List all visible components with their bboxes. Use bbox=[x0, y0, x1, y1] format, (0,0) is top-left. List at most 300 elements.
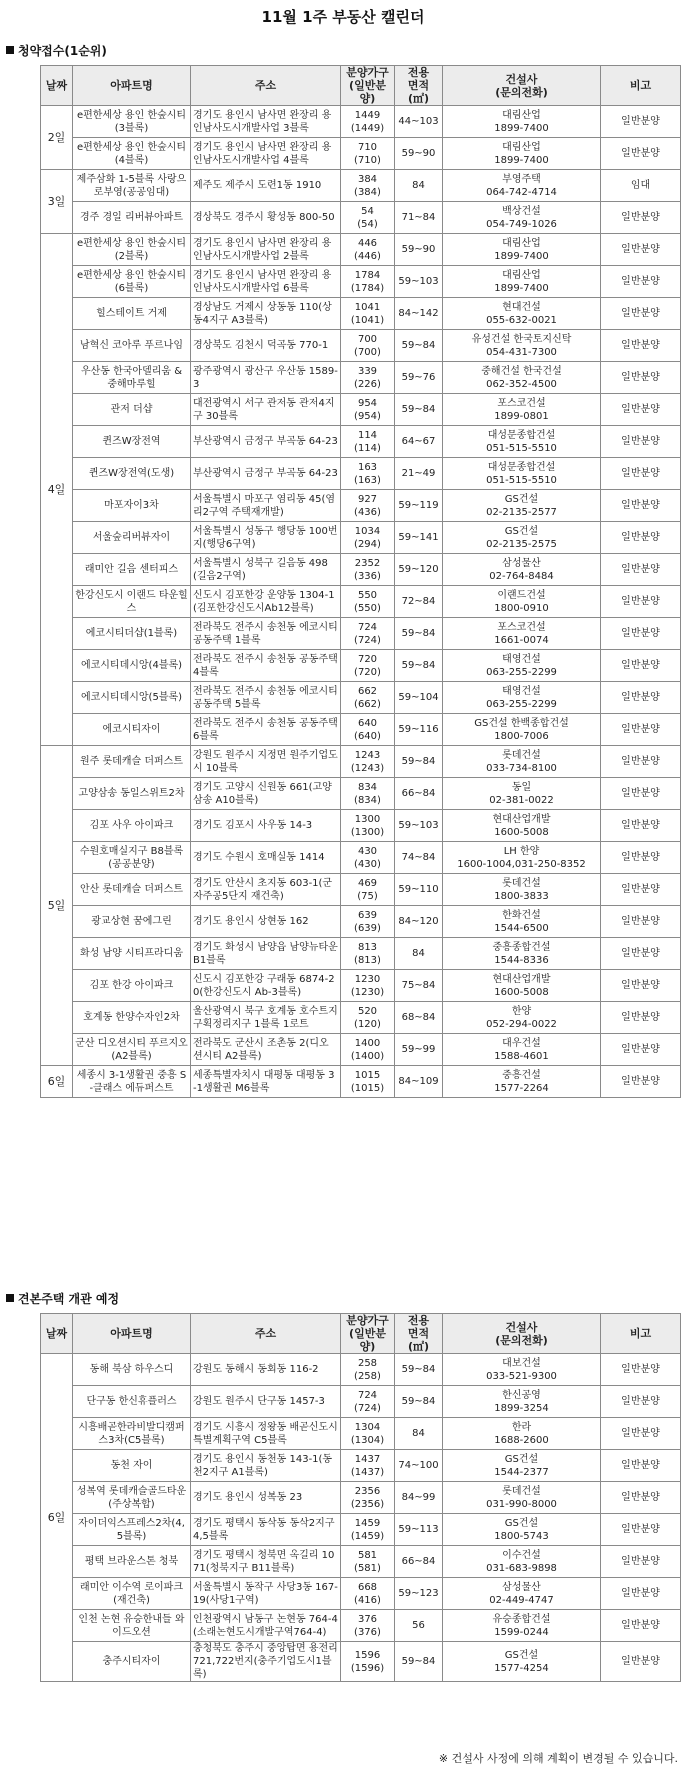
table-row bbox=[41, 170, 681, 202]
section-heading-subscription bbox=[6, 42, 107, 59]
units-cell: 581 (581) bbox=[341, 1546, 395, 1578]
column-header: 주소 bbox=[191, 66, 341, 106]
area-cell: 21~49 bbox=[395, 458, 443, 490]
note-cell: 일반분양 bbox=[601, 106, 681, 138]
units-cell: 1041 (1041) bbox=[341, 298, 395, 330]
page-title: 11월 1주 부동산 캘린더 bbox=[261, 8, 425, 26]
column-header: 아파트명 bbox=[73, 66, 191, 106]
area-cell: 59~76 bbox=[395, 362, 443, 394]
date-cell: 2일 bbox=[41, 106, 73, 170]
units-cell: 1243 (1243) bbox=[341, 746, 395, 778]
area-cell: 74~100 bbox=[395, 1450, 443, 1482]
note-cell: 일반분양 bbox=[601, 586, 681, 618]
builder-cell: 삼성물산 02-764-8484 bbox=[443, 554, 601, 586]
address-cell: 인천광역시 남동구 논현동 764-4(소래논현도시개발구역764-4) bbox=[191, 1610, 341, 1642]
apartment-name-cell: 제주삼화 1-5블록 사랑으로부영(공공임대) bbox=[73, 170, 191, 202]
address-cell: 경기도 김포시 사우동 14-3 bbox=[191, 810, 341, 842]
builder-cell: 포스코건설 1899-0801 bbox=[443, 394, 601, 426]
area-cell: 59~116 bbox=[395, 714, 443, 746]
address-cell: 서울특별시 마포구 염리동 45(염리2구역 주택재개발) bbox=[191, 490, 341, 522]
table-row bbox=[41, 778, 681, 810]
address-cell: 경기도 용인시 남사면 완장리 용인남사도시개발사업 3블록 bbox=[191, 106, 341, 138]
apartment-name-cell: e편한세상 용인 한숲시티(3블록) bbox=[73, 106, 191, 138]
note-cell: 일반분양 bbox=[601, 522, 681, 554]
address-cell: 전라북도 군산시 조촌동 2(디오션시티 A2블록) bbox=[191, 1034, 341, 1066]
area-cell: 59~90 bbox=[395, 138, 443, 170]
units-cell: 834 (834) bbox=[341, 778, 395, 810]
table-row bbox=[41, 394, 681, 426]
builder-cell: 대림산업 1899-7400 bbox=[443, 234, 601, 266]
table-row bbox=[41, 426, 681, 458]
apartment-name-cell: 서울숲리버뷰자이 bbox=[73, 522, 191, 554]
area-cell: 44~103 bbox=[395, 106, 443, 138]
builder-cell: 롯데건설 033-734-8100 bbox=[443, 746, 601, 778]
builder-cell: 한라 1688-2600 bbox=[443, 1418, 601, 1450]
apartment-name-cell: e편한세상 용인 한숲시티(6블록) bbox=[73, 266, 191, 298]
address-cell: 경기도 평택시 동삭동 동삭2지구 4,5블록 bbox=[191, 1514, 341, 1546]
area-cell: 74~84 bbox=[395, 842, 443, 874]
builder-cell: 포스코건설 1661-0074 bbox=[443, 618, 601, 650]
address-cell: 경기도 화성시 남양읍 남양뉴타운 B1블록 bbox=[191, 938, 341, 970]
address-cell: 전라북도 전주시 송천동 에코시티 공동주택 1블록 bbox=[191, 618, 341, 650]
apartment-name-cell: 에코시티더샵(1블록) bbox=[73, 618, 191, 650]
builder-cell: GS건설 1800-5743 bbox=[443, 1514, 601, 1546]
table-row bbox=[41, 330, 681, 362]
table-row bbox=[41, 810, 681, 842]
builder-cell: 이수건설 031-683-9898 bbox=[443, 1546, 601, 1578]
apartment-name-cell: 호계동 한양수자인2차 bbox=[73, 1002, 191, 1034]
note-cell: 일반분양 bbox=[601, 714, 681, 746]
apartment-name-cell: 마포자이3차 bbox=[73, 490, 191, 522]
apartment-name-cell: 관저 더샵 bbox=[73, 394, 191, 426]
apartment-name-cell: 평택 브라운스톤 청북 bbox=[73, 1546, 191, 1578]
area-cell: 68~84 bbox=[395, 1002, 443, 1034]
apartment-name-cell: e편한세상 용인 한숲시티(2블록) bbox=[73, 234, 191, 266]
units-cell: 710 (710) bbox=[341, 138, 395, 170]
builder-cell: 태영건설 063-255-2299 bbox=[443, 682, 601, 714]
address-cell: 부산광역시 금정구 부곡동 64-23 bbox=[191, 426, 341, 458]
table-row bbox=[41, 458, 681, 490]
note-cell: 일반분양 bbox=[601, 1578, 681, 1610]
area-cell: 84~120 bbox=[395, 906, 443, 938]
address-cell: 대전광역시 서구 관저동 관저4지구 30블록 bbox=[191, 394, 341, 426]
address-cell: 광주광역시 광산구 우산동 1589-3 bbox=[191, 362, 341, 394]
builder-cell: 대보건설 033-521-9300 bbox=[443, 1354, 601, 1386]
units-cell: 258 (258) bbox=[341, 1354, 395, 1386]
column-header: 전용 면적 (㎡) bbox=[395, 66, 443, 106]
apartment-name-cell: e편한세상 용인 한숲시티(4블록) bbox=[73, 138, 191, 170]
builder-cell: 현대산업개발 1600-5008 bbox=[443, 970, 601, 1002]
section-heading-text: 견본주택 개관 예정 bbox=[18, 1292, 120, 1306]
apartment-name-cell: 인천 논현 유승한내들 와이드오션 bbox=[73, 1610, 191, 1642]
area-cell: 59~103 bbox=[395, 810, 443, 842]
address-cell: 강원도 동해시 동회동 116-2 bbox=[191, 1354, 341, 1386]
note-cell: 일반분양 bbox=[601, 330, 681, 362]
table-row bbox=[41, 1610, 681, 1642]
units-cell: 813 (813) bbox=[341, 938, 395, 970]
table-row bbox=[41, 618, 681, 650]
area-cell: 75~84 bbox=[395, 970, 443, 1002]
area-cell: 56 bbox=[395, 1610, 443, 1642]
address-cell: 전라북도 전주시 송천동 공동주택 6블록 bbox=[191, 714, 341, 746]
apartment-name-cell: 경주 경일 리버뷰아파트 bbox=[73, 202, 191, 234]
units-cell: 384 (384) bbox=[341, 170, 395, 202]
builder-cell: GS건설 02-2135-2577 bbox=[443, 490, 601, 522]
apartment-name-cell: 원주 롯데캐슬 더퍼스트 bbox=[73, 746, 191, 778]
address-cell: 강원도 원주시 단구동 1457-3 bbox=[191, 1386, 341, 1418]
builder-cell: 삼성물산 02-449-4747 bbox=[443, 1578, 601, 1610]
area-cell: 71~84 bbox=[395, 202, 443, 234]
note-cell: 일반분양 bbox=[601, 426, 681, 458]
apartment-name-cell: 자이더익스프레스2차(4,5블록) bbox=[73, 1514, 191, 1546]
area-cell: 59~84 bbox=[395, 650, 443, 682]
table-row bbox=[41, 746, 681, 778]
apartment-name-cell: 세종시 3-1생활권 중흥 S-클래스 에듀퍼스트 bbox=[73, 1066, 191, 1098]
address-cell: 경기도 용인시 남사면 완장리 용인남사도시개발사업 4블록 bbox=[191, 138, 341, 170]
column-header: 비고 bbox=[601, 66, 681, 106]
apartment-name-cell: 군산 디오션시티 푸르지오(A2블록) bbox=[73, 1034, 191, 1066]
note-cell: 일반분양 bbox=[601, 1514, 681, 1546]
builder-cell: 현대건설 055-632-0021 bbox=[443, 298, 601, 330]
table-row bbox=[41, 586, 681, 618]
apartment-name-cell: 김포 사우 아이파크 bbox=[73, 810, 191, 842]
header-row bbox=[41, 1314, 681, 1354]
apartment-name-cell: 한강신도시 이랜드 타운힐스 bbox=[73, 586, 191, 618]
apartment-name-cell: 수원호매실지구 B8블록(공공분양) bbox=[73, 842, 191, 874]
address-cell: 울산광역시 북구 호계동 호수트지구획정리지구 1블록 1로트 bbox=[191, 1002, 341, 1034]
column-header: 건설사 (문의전화) bbox=[443, 1314, 601, 1354]
builder-cell: 중흥건설 1577-2264 bbox=[443, 1066, 601, 1098]
area-cell: 59~84 bbox=[395, 1642, 443, 1682]
table-row bbox=[41, 714, 681, 746]
builder-cell: 대림산업 1899-7400 bbox=[443, 266, 601, 298]
units-cell: 1034 (294) bbox=[341, 522, 395, 554]
table-row bbox=[41, 1450, 681, 1482]
address-cell: 경기도 수원시 호매실동 1414 bbox=[191, 842, 341, 874]
square-bullet-icon bbox=[6, 46, 14, 54]
section-heading-text: 청약접수(1순위) bbox=[18, 44, 107, 58]
address-cell: 서울특별시 성북구 길음동 498(길음2구역) bbox=[191, 554, 341, 586]
apartment-name-cell: 화성 남양 시티프라디움 bbox=[73, 938, 191, 970]
column-header: 날짜 bbox=[41, 66, 73, 106]
apartment-name-cell: 에코시티데시앙(5블록) bbox=[73, 682, 191, 714]
area-cell: 84~99 bbox=[395, 1482, 443, 1514]
apartment-name-cell: 시흥배곧한라비발디캠퍼스3차(C5블록) bbox=[73, 1418, 191, 1450]
note-cell: 임대 bbox=[601, 170, 681, 202]
header-row bbox=[41, 66, 681, 106]
builder-cell: 중흥종합건설 1544-8336 bbox=[443, 938, 601, 970]
apartment-name-cell: 힐스테이트 거제 bbox=[73, 298, 191, 330]
address-cell: 경기도 용인시 동천동 143-1(동천2지구 A1블록) bbox=[191, 1450, 341, 1482]
units-cell: 1437 (1437) bbox=[341, 1450, 395, 1482]
note-cell: 일반분양 bbox=[601, 1450, 681, 1482]
units-cell: 430 (430) bbox=[341, 842, 395, 874]
address-cell: 전라북도 전주시 송천동 에코시티 공동주택 5블록 bbox=[191, 682, 341, 714]
address-cell: 부산광역시 금정구 부곡동 64-23 bbox=[191, 458, 341, 490]
table-row bbox=[41, 682, 681, 714]
builder-cell: 현대산업개발 1600-5008 bbox=[443, 810, 601, 842]
address-cell: 경상북도 경주시 황성동 800-50 bbox=[191, 202, 341, 234]
date-cell: 6일 bbox=[41, 1066, 73, 1098]
builder-cell: 부영주택 064-742-4714 bbox=[443, 170, 601, 202]
address-cell: 경기도 고양시 신원동 661(고양삼송 A10블록) bbox=[191, 778, 341, 810]
units-cell: 114 (114) bbox=[341, 426, 395, 458]
table-row bbox=[41, 874, 681, 906]
area-cell: 59~141 bbox=[395, 522, 443, 554]
area-cell: 84 bbox=[395, 170, 443, 202]
area-cell: 59~84 bbox=[395, 1354, 443, 1386]
units-cell: 520 (120) bbox=[341, 1002, 395, 1034]
note-cell: 일반분양 bbox=[601, 234, 681, 266]
note-cell: 일반분양 bbox=[601, 650, 681, 682]
apartment-name-cell: 동천 자이 bbox=[73, 1450, 191, 1482]
units-cell: 446 (446) bbox=[341, 234, 395, 266]
builder-cell: 태영건설 063-255-2299 bbox=[443, 650, 601, 682]
area-cell: 64~67 bbox=[395, 426, 443, 458]
note-cell: 일반분양 bbox=[601, 1546, 681, 1578]
units-cell: 1400 (1400) bbox=[341, 1034, 395, 1066]
table-row bbox=[41, 1002, 681, 1034]
address-cell: 경기도 용인시 남사면 완장리 용인남사도시개발사업 6블록 bbox=[191, 266, 341, 298]
units-cell: 1459 (1459) bbox=[341, 1514, 395, 1546]
area-cell: 59~84 bbox=[395, 394, 443, 426]
note-cell: 일반분양 bbox=[601, 938, 681, 970]
table-row bbox=[41, 938, 681, 970]
subscription-table bbox=[40, 65, 681, 1098]
square-bullet-icon bbox=[6, 1294, 14, 1302]
units-cell: 1784 (1784) bbox=[341, 266, 395, 298]
model-house-table bbox=[40, 1313, 681, 1682]
units-cell: 1015 (1015) bbox=[341, 1066, 395, 1098]
apartment-name-cell: 퀸즈W장전역 bbox=[73, 426, 191, 458]
address-cell: 경기도 용인시 남사면 완장리 용인남사도시개발사업 2블록 bbox=[191, 234, 341, 266]
note-cell: 일반분양 bbox=[601, 682, 681, 714]
area-cell: 59~90 bbox=[395, 234, 443, 266]
area-cell: 59~84 bbox=[395, 746, 443, 778]
date-cell: 3일 bbox=[41, 170, 73, 234]
units-cell: 724 (724) bbox=[341, 618, 395, 650]
note-cell: 일반분양 bbox=[601, 874, 681, 906]
apartment-name-cell: 우산동 한국아델리움 & 중해마루힐 bbox=[73, 362, 191, 394]
column-header: 비고 bbox=[601, 1314, 681, 1354]
builder-cell: 동일 02-381-0022 bbox=[443, 778, 601, 810]
units-cell: 1304 (1304) bbox=[341, 1418, 395, 1450]
builder-cell: 대성문종합건설 051-515-5510 bbox=[443, 458, 601, 490]
note-cell: 일반분양 bbox=[601, 1066, 681, 1098]
builder-cell: GS건설 02-2135-2575 bbox=[443, 522, 601, 554]
table-row bbox=[41, 234, 681, 266]
note-cell: 일반분양 bbox=[601, 778, 681, 810]
units-cell: 1230 (1230) bbox=[341, 970, 395, 1002]
apartment-name-cell: 에코시티자이 bbox=[73, 714, 191, 746]
table-row bbox=[41, 1482, 681, 1514]
builder-cell: 롯데건설 1800-3833 bbox=[443, 874, 601, 906]
note-cell: 일반분양 bbox=[601, 1610, 681, 1642]
builder-cell: 한신공영 1899-3254 bbox=[443, 1386, 601, 1418]
address-cell: 경기도 시흥시 정왕동 배곧신도시 특별계획구역 C5블록 bbox=[191, 1418, 341, 1450]
address-cell: 제주도 제주시 도련1동 1910 bbox=[191, 170, 341, 202]
units-cell: 1300 (1300) bbox=[341, 810, 395, 842]
address-cell: 충청북도 충주시 중앙탑면 용전리 721,722번지(충주기업도시1블록) bbox=[191, 1642, 341, 1682]
table-row bbox=[41, 970, 681, 1002]
note-cell: 일반분양 bbox=[601, 394, 681, 426]
note-cell: 일반분양 bbox=[601, 1642, 681, 1682]
note-cell: 일반분양 bbox=[601, 906, 681, 938]
apartment-name-cell: 김포 한강 아이파크 bbox=[73, 970, 191, 1002]
apartment-name-cell: 퀸즈W장전역(도생) bbox=[73, 458, 191, 490]
units-cell: 376 (376) bbox=[341, 1610, 395, 1642]
builder-cell: 유승종합건설 1599-0244 bbox=[443, 1610, 601, 1642]
units-cell: 724 (724) bbox=[341, 1386, 395, 1418]
address-cell: 경기도 용인시 성복동 23 bbox=[191, 1482, 341, 1514]
address-cell: 신도시 김포한강 구래동 6874-20(한강신도시 Ab-3블록) bbox=[191, 970, 341, 1002]
table-row bbox=[41, 1354, 681, 1386]
column-header: 전용 면적 (㎡) bbox=[395, 1314, 443, 1354]
note-cell: 일반분양 bbox=[601, 810, 681, 842]
table-row bbox=[41, 202, 681, 234]
note-cell: 일반분양 bbox=[601, 1034, 681, 1066]
address-cell: 경상북도 김천시 덕곡동 770-1 bbox=[191, 330, 341, 362]
units-cell: 927 (436) bbox=[341, 490, 395, 522]
note-cell: 일반분양 bbox=[601, 266, 681, 298]
apartment-name-cell: 동해 북삼 하우스디 bbox=[73, 1354, 191, 1386]
note-cell: 일반분양 bbox=[601, 138, 681, 170]
units-cell: 1596 (1596) bbox=[341, 1642, 395, 1682]
table-row bbox=[41, 842, 681, 874]
builder-cell: 한화건설 1544-6500 bbox=[443, 906, 601, 938]
address-cell: 서울특별시 동작구 사당3동 167-19(사당1구역) bbox=[191, 1578, 341, 1610]
area-cell: 84 bbox=[395, 1418, 443, 1450]
area-cell: 59~84 bbox=[395, 1386, 443, 1418]
note-cell: 일반분양 bbox=[601, 458, 681, 490]
units-cell: 720 (720) bbox=[341, 650, 395, 682]
builder-cell: 대림산업 1899-7400 bbox=[443, 106, 601, 138]
address-cell: 경기도 용인시 상현동 162 bbox=[191, 906, 341, 938]
note-cell: 일반분양 bbox=[601, 1386, 681, 1418]
area-cell: 59~103 bbox=[395, 266, 443, 298]
units-cell: 1449 (1449) bbox=[341, 106, 395, 138]
note-cell: 일반분양 bbox=[601, 298, 681, 330]
note-cell: 일반분양 bbox=[601, 1354, 681, 1386]
units-cell: 550 (550) bbox=[341, 586, 395, 618]
builder-cell: 대성문종합건설 051-515-5510 bbox=[443, 426, 601, 458]
area-cell: 59~119 bbox=[395, 490, 443, 522]
date-cell: 5일 bbox=[41, 746, 73, 1066]
table-row bbox=[41, 266, 681, 298]
units-cell: 668 (416) bbox=[341, 1578, 395, 1610]
area-cell: 84~109 bbox=[395, 1066, 443, 1098]
area-cell: 66~84 bbox=[395, 778, 443, 810]
builder-cell: 한양 052-294-0022 bbox=[443, 1002, 601, 1034]
address-cell: 강원도 원주시 지정면 원주기업도시 10블록 bbox=[191, 746, 341, 778]
address-cell: 전라북도 전주시 송천동 공동주택 4블록 bbox=[191, 650, 341, 682]
builder-cell: 롯데건설 031-990-8000 bbox=[443, 1482, 601, 1514]
section-heading-model-house bbox=[6, 1290, 119, 1307]
note-cell: 일반분양 bbox=[601, 842, 681, 874]
area-cell: 59~120 bbox=[395, 554, 443, 586]
note-cell: 일반분양 bbox=[601, 1482, 681, 1514]
table-row bbox=[41, 554, 681, 586]
builder-cell: LH 한양 1600-1004,031-250-8352 bbox=[443, 842, 601, 874]
units-cell: 469 (75) bbox=[341, 874, 395, 906]
builder-cell: GS건설 1577-4254 bbox=[443, 1642, 601, 1682]
address-cell: 서울특별시 성동구 행당동 100번지(행당6구역) bbox=[191, 522, 341, 554]
apartment-name-cell: 에코시티데시앙(4블록) bbox=[73, 650, 191, 682]
table-row bbox=[41, 490, 681, 522]
table-row bbox=[41, 298, 681, 330]
units-cell: 640 (640) bbox=[341, 714, 395, 746]
table-row bbox=[41, 106, 681, 138]
note-cell: 일반분양 bbox=[601, 202, 681, 234]
units-cell: 954 (954) bbox=[341, 394, 395, 426]
area-cell: 84~142 bbox=[395, 298, 443, 330]
units-cell: 163 (163) bbox=[341, 458, 395, 490]
builder-cell: 유성건설 한국토지신탁 054-431-7300 bbox=[443, 330, 601, 362]
apartment-name-cell: 고양삼송 동일스위트2차 bbox=[73, 778, 191, 810]
area-cell: 59~113 bbox=[395, 1514, 443, 1546]
table-row bbox=[41, 1546, 681, 1578]
units-cell: 639 (639) bbox=[341, 906, 395, 938]
area-cell: 66~84 bbox=[395, 1546, 443, 1578]
note-cell: 일반분양 bbox=[601, 1002, 681, 1034]
table-row bbox=[41, 1514, 681, 1546]
apartment-name-cell: 단구동 한신휴플러스 bbox=[73, 1386, 191, 1418]
note-cell: 일반분양 bbox=[601, 1418, 681, 1450]
table-row bbox=[41, 362, 681, 394]
note-cell: 일반분양 bbox=[601, 490, 681, 522]
table-row bbox=[41, 1386, 681, 1418]
area-cell: 59~110 bbox=[395, 874, 443, 906]
apartment-name-cell: 래미안 길음 센터피스 bbox=[73, 554, 191, 586]
column-header: 주소 bbox=[191, 1314, 341, 1354]
date-cell: 6일 bbox=[41, 1354, 73, 1682]
units-cell: 339 (226) bbox=[341, 362, 395, 394]
builder-cell: 백상건설 054-749-1026 bbox=[443, 202, 601, 234]
units-cell: 2356 (2356) bbox=[341, 1482, 395, 1514]
date-cell: 4일 bbox=[41, 234, 73, 746]
area-cell: 84 bbox=[395, 938, 443, 970]
area-cell: 59~104 bbox=[395, 682, 443, 714]
note-cell: 일반분양 bbox=[601, 362, 681, 394]
column-header: 날짜 bbox=[41, 1314, 73, 1354]
table-row bbox=[41, 1578, 681, 1610]
table-row bbox=[41, 1642, 681, 1682]
column-header: 분양가구 (일반분양) bbox=[341, 1314, 395, 1354]
apartment-name-cell: 안산 롯데캐슬 더퍼스트 bbox=[73, 874, 191, 906]
table-row bbox=[41, 522, 681, 554]
builder-cell: 대림산업 1899-7400 bbox=[443, 138, 601, 170]
note-cell: 일반분양 bbox=[601, 746, 681, 778]
address-cell: 경기도 평택시 청북면 옥길리 1071(청북지구 B11블록) bbox=[191, 1546, 341, 1578]
area-cell: 59~123 bbox=[395, 1578, 443, 1610]
note-cell: 일반분양 bbox=[601, 970, 681, 1002]
builder-cell: 대우건설 1588-4601 bbox=[443, 1034, 601, 1066]
builder-cell: 중해건설 한국건설 062-352-4500 bbox=[443, 362, 601, 394]
address-cell: 경상남도 거제시 상동동 110(상동4지구 A3블록) bbox=[191, 298, 341, 330]
builder-cell: GS건설 한백종합건설 1800-7006 bbox=[443, 714, 601, 746]
table-row bbox=[41, 1034, 681, 1066]
address-cell: 신도시 김포한강 운양동 1304-1(김포한강신도시Ab12블록) bbox=[191, 586, 341, 618]
units-cell: 54 (54) bbox=[341, 202, 395, 234]
area-cell: 59~99 bbox=[395, 1034, 443, 1066]
note-cell: 일반분양 bbox=[601, 554, 681, 586]
area-cell: 59~84 bbox=[395, 618, 443, 650]
apartment-name-cell: 충주시티자이 bbox=[73, 1642, 191, 1682]
units-cell: 662 (662) bbox=[341, 682, 395, 714]
area-cell: 59~84 bbox=[395, 330, 443, 362]
builder-cell: 이랜드건설 1800-0910 bbox=[443, 586, 601, 618]
apartment-name-cell: 광교상현 꿈에그린 bbox=[73, 906, 191, 938]
